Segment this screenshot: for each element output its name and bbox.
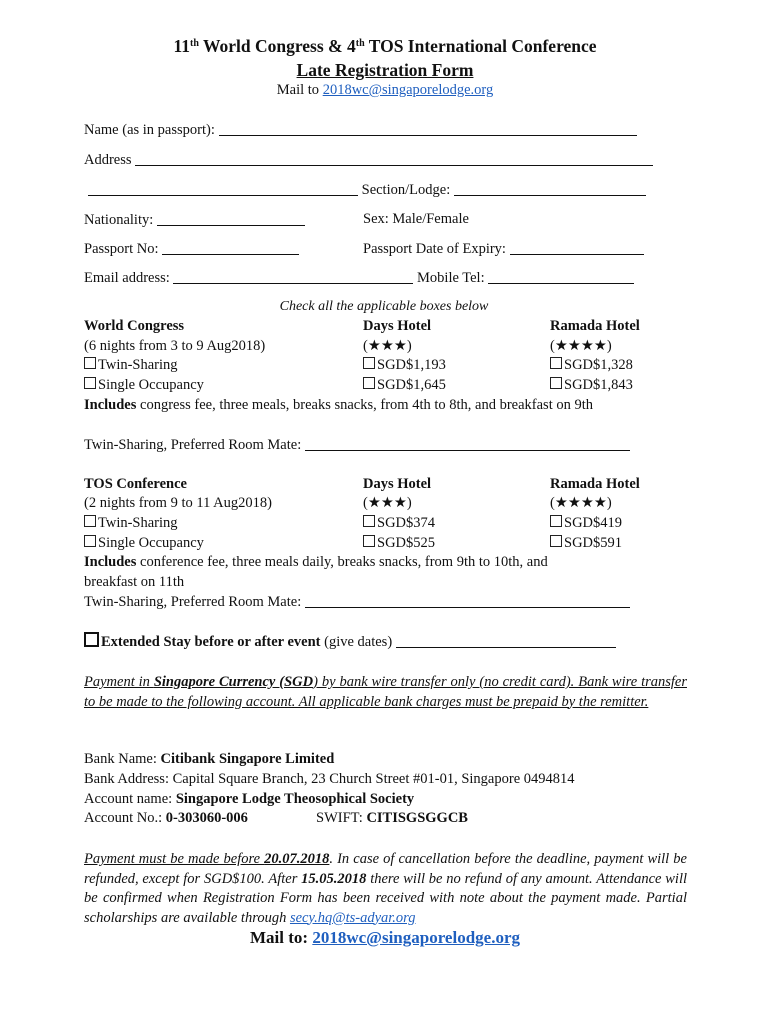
passport-expiry-row <box>363 240 644 258</box>
wc-single-option[interactable]: Single Occupancy <box>84 377 204 394</box>
extended-stay-row: Extended Stay before or after event (give dates) <box>84 632 616 651</box>
address-line2-row <box>88 181 646 199</box>
payment-notice: Payment must be made before 20.07.2018. In case of cancellation before the deadline, payment will be refunded, except for SGD$100. After 15.05.2018 there will be no refund of any amount. Attendance will be confirmed when Registration Form has been received with note about the payment made. Partial scholarships are available through secy.hq@ts-adyar.org <box>84 851 687 926</box>
bank-name-row: Bank Name: Citibank Singapore Limited <box>84 751 335 767</box>
sex-label: Sex: Male/Female <box>363 211 469 227</box>
bank-name-value: Citibank Singapore Limited <box>160 751 335 767</box>
address-field-row <box>84 151 653 169</box>
world-congress-heading: World Congress <box>84 318 185 334</box>
wc-ramada-twin-option[interactable]: SGD$1,328 <box>550 357 633 374</box>
tos-single-option[interactable]: Single Occupancy <box>84 535 204 552</box>
tos-heading: TOS Conference <box>84 476 187 492</box>
name-blank[interactable] <box>219 121 637 136</box>
wc-ramada-twin-checkbox[interactable] <box>550 357 562 369</box>
mail-to-line: Mail to 2018wc@singaporelodge.org <box>276 82 494 98</box>
wc-days-single-checkbox[interactable] <box>363 377 375 389</box>
extended-stay-dates-blank[interactable] <box>396 633 616 648</box>
tos-days-twin-option[interactable]: SGD$374 <box>363 515 435 532</box>
passport-blank[interactable] <box>162 240 299 255</box>
account-no-row: Account No.: 0-303060-006 <box>84 810 248 826</box>
email-blank[interactable] <box>173 269 413 284</box>
tos-room-mate-row <box>84 593 630 611</box>
wc-includes-text: Includes congress fee, three meals, breaks snacks, from 4th to 8th, and breakfast on 9th <box>84 397 593 413</box>
tos-ramada-hotel-heading: Ramada Hotel <box>550 476 640 492</box>
form-title: 11th World Congress & 4th TOS International Conference <box>173 36 597 56</box>
form-subtitle: Late Registration Form <box>296 60 474 80</box>
tos-nights: (2 nights from 9 to 11 Aug2018) <box>84 495 272 511</box>
wc-days-hotel-heading: Days Hotel <box>363 318 432 334</box>
scholarship-email-link[interactable]: secy.hq@ts-adyar.org <box>289 909 416 926</box>
nationality-blank[interactable] <box>157 211 305 226</box>
section-blank[interactable] <box>454 181 646 196</box>
email-field-row <box>84 269 634 287</box>
tos-twin-checkbox[interactable] <box>84 515 96 527</box>
swift-value: CITISGSGGCB <box>366 810 468 826</box>
tos-ramada-single-checkbox[interactable] <box>550 535 562 547</box>
tos-days-twin-checkbox[interactable] <box>363 515 375 527</box>
mobile-label: Mobile Tel: <box>417 270 485 286</box>
account-name-row: Account name: Singapore Lodge Theosophical Society <box>84 791 415 807</box>
wc-ramada-single-checkbox[interactable] <box>550 377 562 389</box>
wc-ramada-single-option[interactable]: SGD$1,843 <box>550 377 633 394</box>
wc-days-single-option[interactable]: SGD$1,645 <box>363 377 446 394</box>
passport-expiry-blank[interactable] <box>510 240 644 255</box>
wc-room-mate-blank[interactable] <box>305 436 630 451</box>
email-label: Email address: <box>84 270 170 286</box>
mail-to-email-link[interactable]: 2018wc@singaporelodge.org <box>322 82 494 98</box>
name-label: Name (as in passport): <box>84 122 215 138</box>
wc-twin-option[interactable]: Twin-Sharing <box>84 357 178 374</box>
mobile-blank[interactable] <box>488 269 634 284</box>
swift-row: SWIFT: CITISGSGGCB <box>316 810 468 826</box>
nationality-field-row <box>84 211 305 229</box>
wc-ramada-hotel-stars: (★★★★) <box>550 338 612 354</box>
world-congress-nights: (6 nights from 3 to 9 Aug2018) <box>84 338 266 354</box>
tos-days-hotel-stars: (★★★) <box>363 495 412 511</box>
tos-days-single-option[interactable]: SGD$525 <box>363 535 435 552</box>
tos-ramada-single-option[interactable]: SGD$591 <box>550 535 622 552</box>
wc-ramada-hotel-heading: Ramada Hotel <box>550 318 640 334</box>
tos-single-checkbox[interactable] <box>84 535 96 547</box>
name-field-row <box>84 121 637 139</box>
tos-includes-text: Includes conference fee, three meals daily, breaks snacks, from 9th to 10th, and <box>84 554 548 570</box>
tos-days-hotel-heading: Days Hotel <box>363 476 432 492</box>
tos-ramada-twin-checkbox[interactable] <box>550 515 562 527</box>
wc-days-twin-option[interactable]: SGD$1,193 <box>363 357 446 374</box>
account-no-value: 0-303060-006 <box>165 810 248 826</box>
wc-twin-checkbox[interactable] <box>84 357 96 369</box>
address-blank[interactable] <box>135 151 653 166</box>
bank-address-row: Bank Address: Capital Square Branch, 23 Church Street #01-01, Singapore 0494814 <box>84 771 575 787</box>
passport-expiry-label: Passport Date of Expiry: <box>363 241 506 257</box>
passport-field-row <box>84 240 299 258</box>
wc-days-hotel-stars: (★★★) <box>363 338 412 354</box>
passport-label: Passport No: <box>84 241 159 257</box>
tos-twin-option[interactable]: Twin-Sharing <box>84 515 178 532</box>
tos-includes-text-2: breakfast on 11th <box>84 574 185 590</box>
wc-room-mate-row <box>84 436 630 454</box>
tos-days-single-checkbox[interactable] <box>363 535 375 547</box>
wc-room-mate-label: Twin-Sharing, Preferred Room Mate: <box>84 437 302 453</box>
tos-ramada-hotel-stars: (★★★★) <box>550 495 612 511</box>
payment-instructions: Payment in Singapore Currency (SGD) by bank wire transfer only (no credit card). Bank wire transfer to be made to the following account. All applicable bank charges must be prepaid by the remitter. <box>84 674 687 710</box>
address-line2-blank[interactable] <box>88 181 358 196</box>
footer-email-link[interactable]: 2018wc@singaporelodge.org <box>312 928 520 947</box>
tos-room-mate-label: Twin-Sharing, Preferred Room Mate: <box>84 594 302 610</box>
footer-mail-line: Mail to: 2018wc@singaporelodge.org <box>249 928 520 947</box>
nationality-label: Nationality: <box>84 212 154 228</box>
check-note: Check all the applicable boxes below <box>279 299 489 314</box>
bank-address-value: Capital Square Branch, 23 Church Street #01-01, Singapore 0494814 <box>172 771 575 787</box>
account-name-value: Singapore Lodge Theosophical Society <box>175 791 415 807</box>
extended-stay-checkbox[interactable] <box>84 632 99 647</box>
wc-days-twin-checkbox[interactable] <box>363 357 375 369</box>
wc-single-checkbox[interactable] <box>84 377 96 389</box>
extended-stay-label: Extended Stay before or after event <box>101 634 321 650</box>
address-label: Address <box>84 152 132 168</box>
tos-ramada-twin-option[interactable]: SGD$419 <box>550 515 622 532</box>
section-label: Section/Lodge: <box>361 182 451 198</box>
tos-room-mate-blank[interactable] <box>305 593 630 608</box>
